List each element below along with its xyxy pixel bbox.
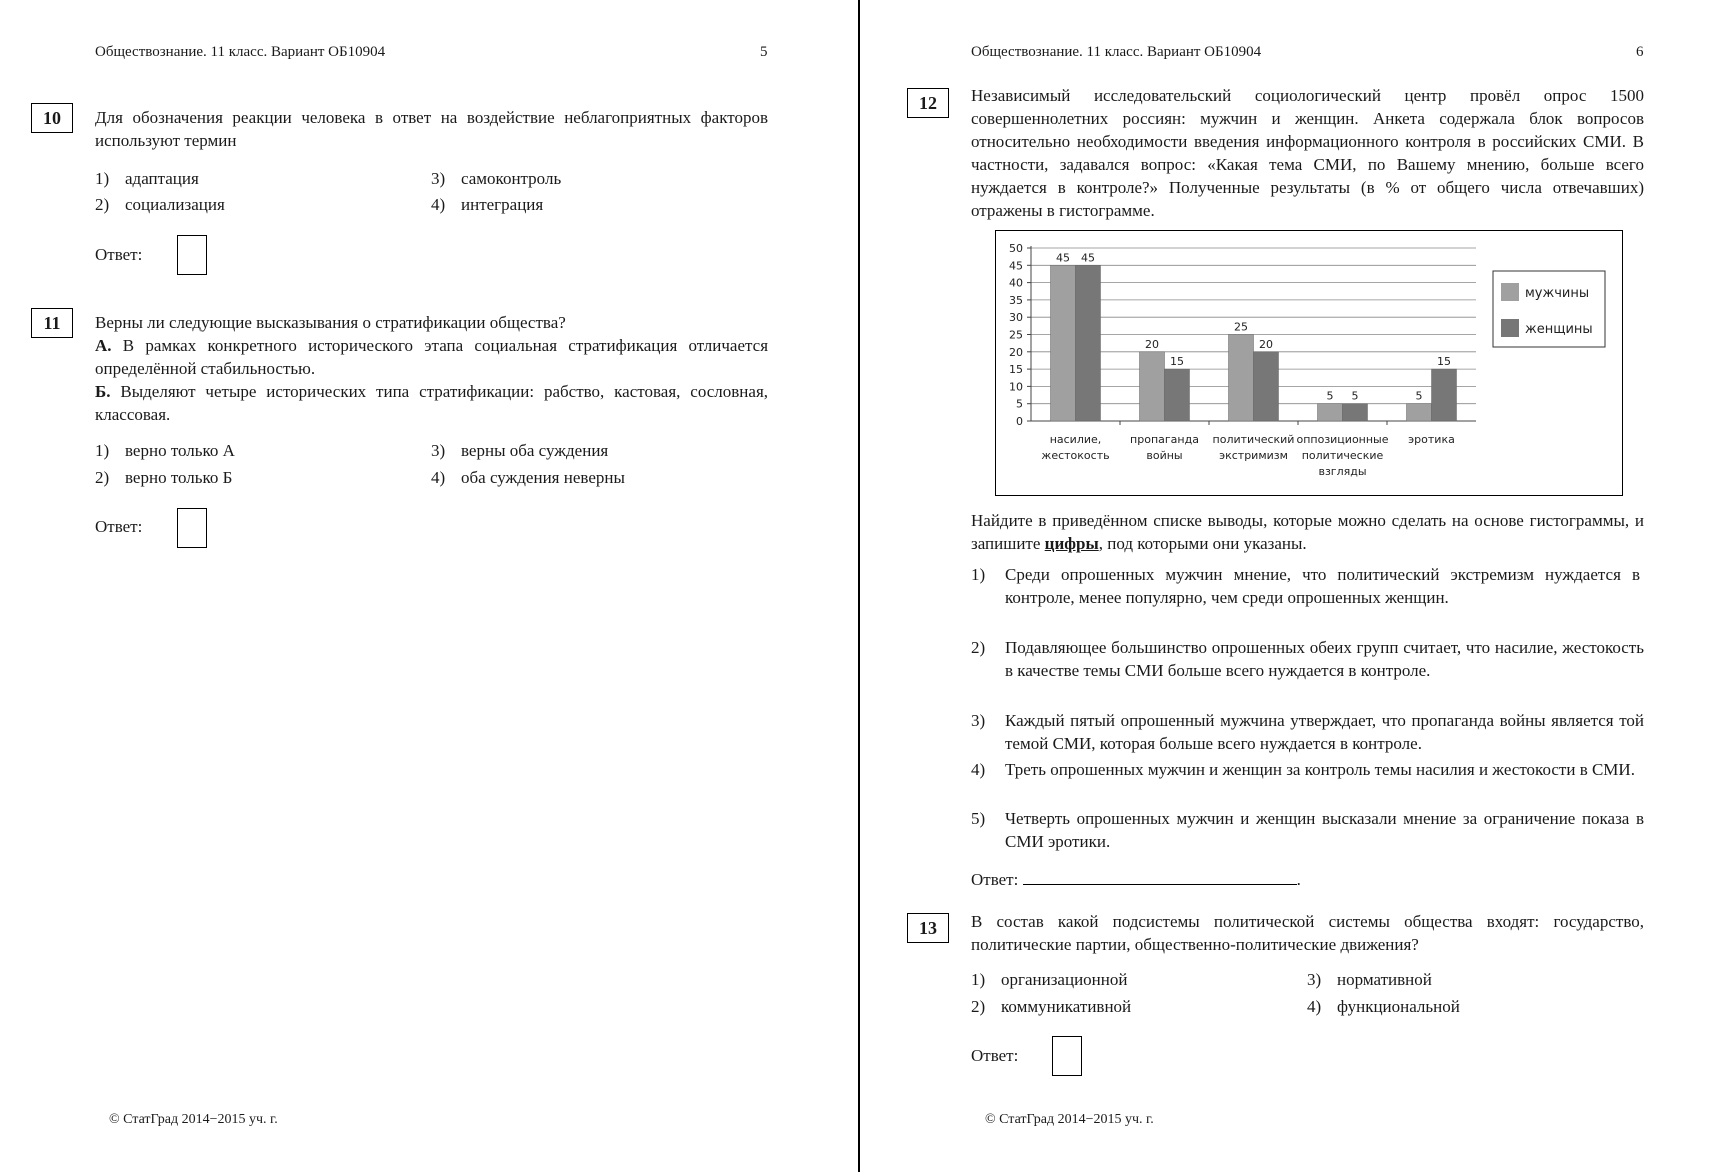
y-tick-label: 20	[1009, 345, 1023, 359]
category-label: войны	[1146, 449, 1183, 462]
question-number-box: 10	[31, 103, 73, 133]
question-text	[95, 311, 768, 426]
option-1[interactable]: 1) организационной	[971, 970, 1128, 989]
data-label: 5	[1351, 389, 1359, 403]
option-3[interactable]: 3) самоконтроль	[431, 169, 562, 188]
answer-blank[interactable]	[1023, 868, 1297, 885]
page-footer: © СтатГрад 2014−2015 уч. г.	[109, 1112, 278, 1127]
answer-label: Ответ:	[95, 517, 143, 536]
page-header: Обществознание. 11 класс. Вариант ОБ10904	[95, 44, 386, 60]
category-label: оппозиционные	[1296, 433, 1389, 446]
page-number: 5	[760, 44, 768, 60]
y-tick-label: 45	[1009, 259, 1023, 273]
question-number-box: 13	[907, 913, 949, 943]
answer-label: Ответ:	[971, 1046, 1019, 1065]
answer-box[interactable]	[177, 235, 207, 275]
answer-box[interactable]	[177, 508, 207, 548]
y-tick-label: 40	[1009, 276, 1023, 290]
legend-swatch	[1501, 283, 1519, 301]
answer-label: Ответ:	[95, 245, 143, 264]
answer-line[interactable]: Ответ: .	[971, 870, 1301, 889]
page-divider	[858, 0, 860, 1172]
question-text: Для обозначения реакции человека в ответ на воздействие неблагоприятных факторов используют термин	[95, 108, 768, 150]
y-tick-label: 35	[1009, 293, 1023, 307]
option-2[interactable]: 2) верно только Б	[95, 468, 233, 487]
bar-женщины	[1165, 369, 1190, 421]
option-3[interactable]: 3) нормативной	[1307, 970, 1432, 989]
histogram	[995, 230, 1623, 496]
legend-label: мужчины	[1525, 286, 1590, 301]
bar-женщины	[1076, 265, 1101, 421]
question-text: В состав какой подсистемы политической системы общества входят: государство, политические партии, общественно-политические движения?	[971, 912, 1644, 954]
page-number: 6	[1636, 44, 1644, 60]
page-footer: © СтатГрад 2014−2015 уч. г.	[985, 1112, 1154, 1127]
option-3[interactable]: 3) верны оба суждения	[431, 441, 609, 460]
category-label: жестокость	[1041, 449, 1110, 462]
y-tick-label: 25	[1009, 328, 1023, 342]
category-label: экстримизм	[1219, 449, 1288, 462]
bar-женщины	[1254, 352, 1279, 421]
statement-b: Б. Выделяют четыре исторических типа стратификации: рабство, кастовая, сословная, классовая.	[95, 382, 769, 424]
question-number-box: 12	[907, 88, 949, 118]
category-label: эротика	[1408, 433, 1455, 446]
option-4[interactable]: 4) оба суждения неверны	[431, 468, 625, 487]
option-1[interactable]: 1) адаптация	[95, 169, 199, 188]
left-page	[0, 0, 858, 1172]
legend-label: женщины	[1525, 322, 1593, 337]
category-label: пропаганда	[1130, 433, 1199, 446]
data-label: 5	[1326, 389, 1334, 403]
y-tick-label: 0	[1016, 415, 1023, 428]
category-label: политические	[1301, 449, 1384, 462]
data-label: 45	[1056, 251, 1070, 265]
bar-мужчины	[1318, 404, 1343, 421]
y-tick-label: 50	[1009, 242, 1023, 255]
category-label: политический	[1212, 433, 1295, 446]
y-tick-label: 15	[1009, 363, 1023, 377]
bar-мужчины	[1407, 404, 1432, 421]
statement-a: А. В рамках конкретного исторического этапа социальная стратификация отличается определённой стабильностью.	[95, 336, 769, 378]
option-1[interactable]: 1) верно только А	[95, 441, 235, 460]
bar-мужчины	[1140, 352, 1165, 421]
question-stem: Верны ли следующие высказывания о стратификации общества?	[95, 313, 566, 332]
legend-swatch	[1501, 319, 1519, 337]
answer-box[interactable]	[1052, 1036, 1082, 1076]
data-label: 5	[1415, 389, 1423, 403]
histogram-svg	[996, 231, 1622, 495]
question-number-box: 11	[31, 308, 73, 338]
conclusion-item-2[interactable]: 2) Подавляющее большинство опрошенных обеих групп считает, что насилие, жестокость в качестве темы СМИ больше всего нуждается в контроле.	[971, 638, 1644, 680]
bar-мужчины	[1229, 335, 1254, 422]
data-label: 20	[1259, 337, 1273, 351]
bar-женщины	[1432, 369, 1457, 421]
y-tick-label: 5	[1016, 397, 1023, 411]
category-label: взгляды	[1318, 465, 1367, 478]
conclusion-item-3[interactable]: 3) Каждый пятый опрошенный мужчина утверждает, что пропаганда войны является той темой СМИ, которая больше всего нуждается в контроле.	[971, 711, 1644, 753]
y-tick-label: 10	[1009, 380, 1023, 394]
bar-женщины	[1343, 404, 1368, 421]
data-label: 15	[1437, 355, 1451, 369]
option-2[interactable]: 2) социализация	[95, 195, 225, 214]
y-tick-label: 30	[1009, 311, 1023, 325]
question-text: Независимый исследовательский социологический центр провёл опрос 1500 совершеннолетних россиян: мужчин и женщин. Анкета содержала блок вопросов относительно необходимости введения информационного контроля в российских СМИ. В частности, задавался вопрос: «Какая тема СМИ, по Вашему мнению, больше всего нуждается в контроле?» Полученные результаты (в % от общего числа отвечавших) отражены в гистограмме.	[971, 86, 1644, 220]
data-label: 25	[1234, 320, 1248, 334]
conclusion-item-5[interactable]: 5) Четверть опрошенных мужчин и женщин высказали мнение за ограничение показа в СМИ эротики.	[971, 809, 1644, 851]
conclusion-item-1[interactable]: 1) Среди опрошенных мужчин мнение, что политический экстремизм нуждается в контроле, менее популярно, чем среди опрошенных женщин.	[971, 565, 1640, 607]
option-4[interactable]: 4) интеграция	[431, 195, 544, 214]
data-label: 20	[1145, 337, 1159, 351]
data-label: 15	[1170, 355, 1184, 369]
bar-мужчины	[1051, 265, 1076, 421]
option-4[interactable]: 4) функциональной	[1307, 997, 1460, 1016]
option-2[interactable]: 2) коммуникативной	[971, 997, 1132, 1016]
category-label: насилие,	[1049, 433, 1102, 446]
conclusion-item-4[interactable]: 4) Треть опрошенных мужчин и женщин за контроль темы насилия и жестокости в СМИ.	[971, 760, 1635, 779]
instruction-text: Найдите в приведённом списке выводы, которые можно сделать на основе гистограммы, и запишите цифры, под которыми они указаны.	[971, 511, 1644, 553]
data-label: 45	[1081, 251, 1095, 265]
page-header: Обществознание. 11 класс. Вариант ОБ10904	[971, 44, 1262, 60]
